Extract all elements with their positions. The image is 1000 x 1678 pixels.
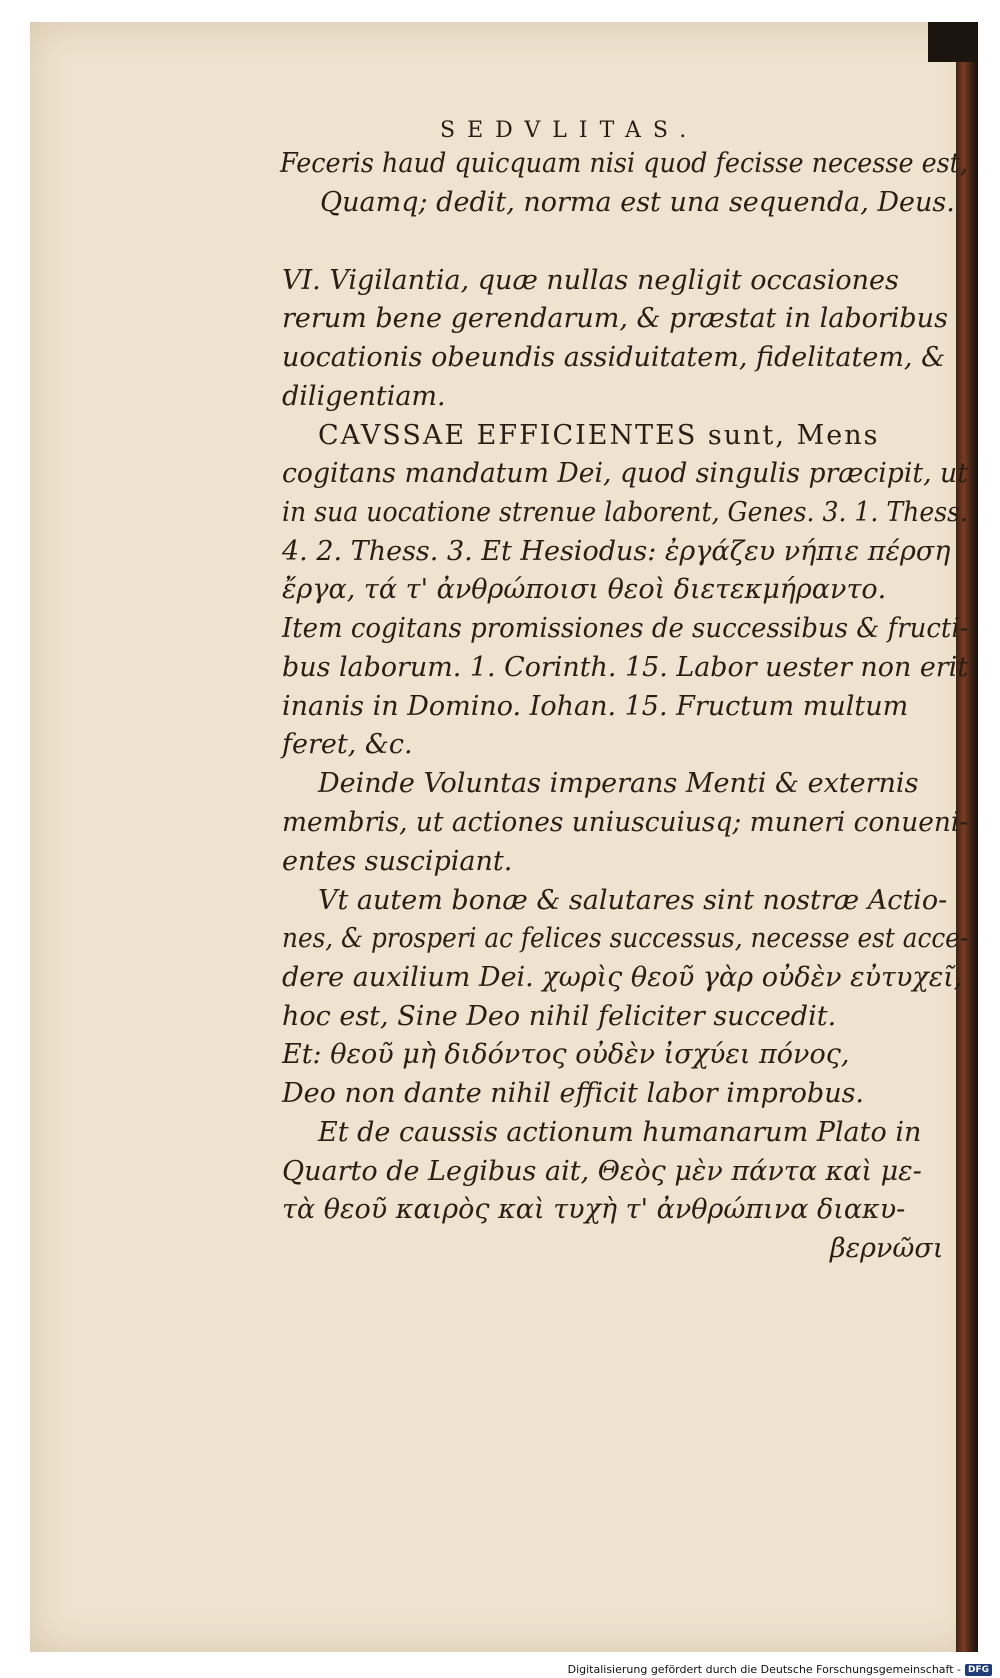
text-line: 4. 2. Thess. 3. Et Hesiodus: ἐργάζευ νήπιε πέρση [282,536,951,567]
text-line: in sua uocatione strenue laborent, Genes. 3. 1. Thess. [282,497,969,528]
text-line: rerum bene gerendarum, & præstat in laboribus [282,303,948,334]
text-line: uocationis obeundis assiduitatem, fidelitatem, & [282,342,946,373]
text-line: bus laborum. 1. Corinth. 15. Labor uester non erit [282,652,969,683]
scan-corner [928,22,978,62]
text-line: Et de caussis actionum humanarum Plato in [318,1117,922,1148]
text-line: Deinde Voluntas imperans Menti & externis [318,768,919,799]
text-line: entes suscipiant. [282,846,513,877]
text-line: membris, ut actiones uniuscuiusq; muneri conueni- [282,807,969,838]
text-line: dere auxilium Dei. χωρὶς θεοῦ γὰρ οὐδὲν εὐτυχεῖ, [282,962,963,993]
text-line: Deo non dante nihil efficit labor improbus. [282,1078,865,1109]
text-line: inanis in Domino. Iohan. 15. Fructum multum [282,691,909,722]
text-line: Quarto de Legibus ait, Θεὸς μὲν πάντα καὶ με- [282,1156,922,1187]
text-line: feret, &c. [282,729,413,760]
text-line: Quamq; dedit, norma est una sequenda, Deus. [320,187,955,218]
dfg-logo-icon: DFG [965,1664,992,1676]
text-line: Vt autem bonæ & salutares sint nostræ Actio- [318,885,948,916]
text-line: diligentiam. [282,381,446,412]
text-line: cogitans mandatum Dei, quod singulis præcipit, ut [282,458,968,489]
text-line: Item cogitans promissiones de successibus & fructi- [282,613,969,644]
text-line: βερνῶσι [830,1233,944,1264]
text-line: τὰ θεοῦ καιρὸς καὶ τυχὴ τ' ἀνθρώπινα διακυ- [282,1194,906,1225]
footer-text: Digitalisierung gefördert durch die Deutsche Forschungsgemeinschaft - [567,1663,961,1676]
text-line: Feceris haud quicquam nisi quod fecisse necesse est, [280,148,968,179]
text-line: Et: θεοῦ μὴ διδόντος οὐδὲν ἰσχύει πόνος, [282,1039,850,1070]
text-line: ἔργα, τά τ' ἀνθρώποισι θεοὶ διετεκμήραντο. [282,574,887,605]
text-line: VI. Vigilantia, quæ nullas negligit occasiones [282,265,899,296]
text-line: nes, & prosperi ac felices successus, necesse est acce- [282,923,969,954]
text-line: hoc est, Sine Deo nihil feliciter succedit. [282,1001,837,1032]
text-line: CAVSSAE EFFICIENTES sunt, Mens [318,420,880,451]
scan-margin-left [0,0,30,1658]
running-head: SEDVLITAS. [440,118,699,143]
footer [568,1663,992,1676]
